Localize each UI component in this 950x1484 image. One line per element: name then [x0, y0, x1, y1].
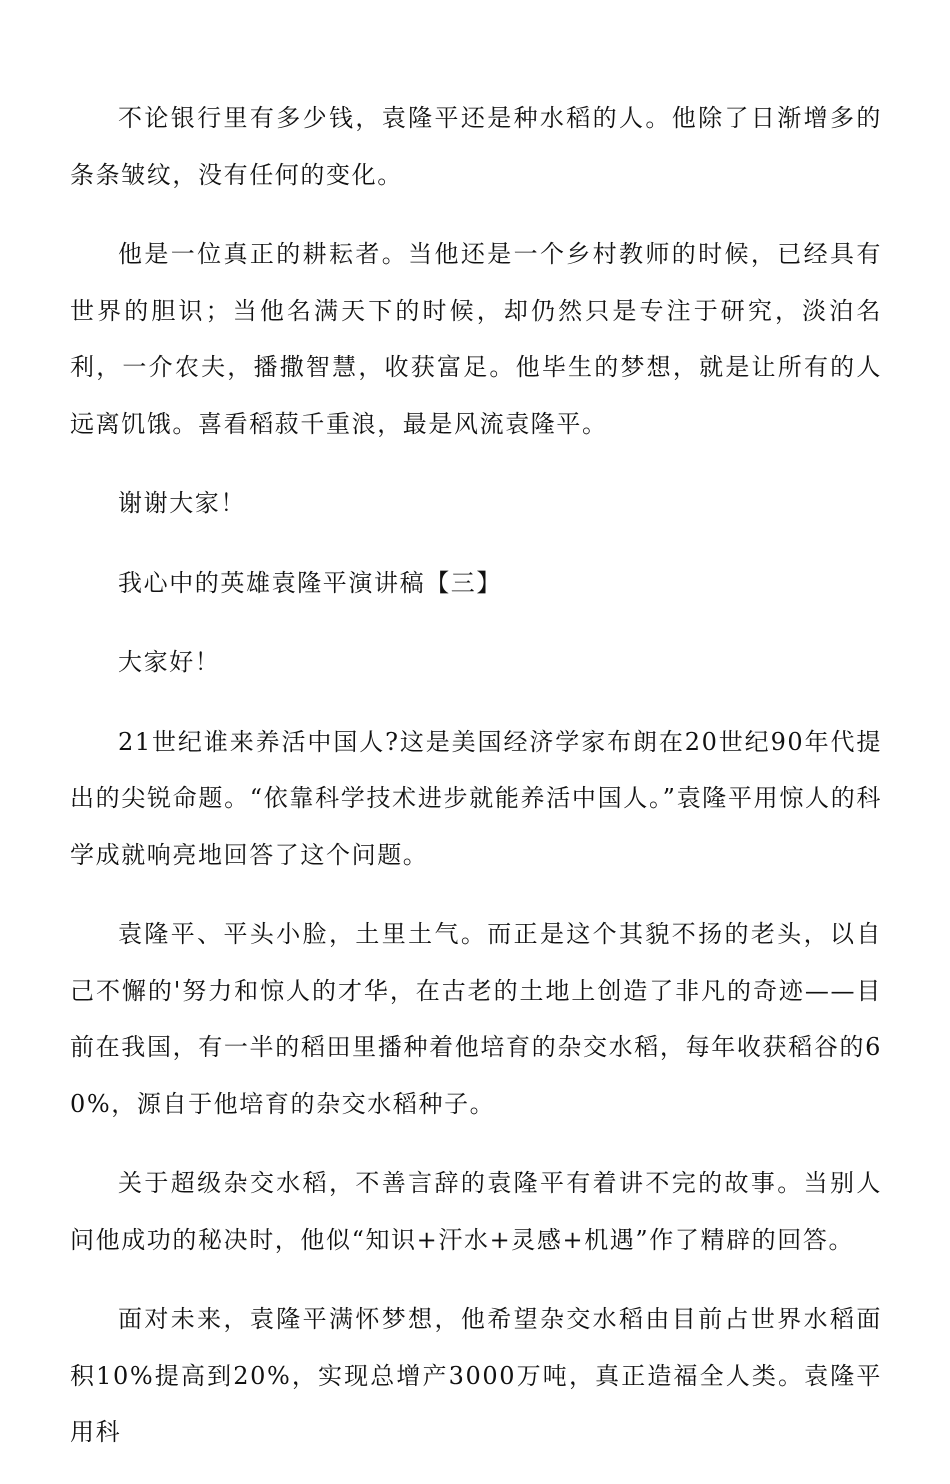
paragraph-thanks: 谢谢大家！ — [118, 489, 246, 517]
paragraph-9: 面对未来，袁隆平满怀梦想，他希望杂交水稻由目前占世界水稻面积10%提高到20%，实现总增产3000万吨，真正造福全人类。袁隆平用科 — [70, 1305, 882, 1446]
greeting: 大家好！ — [118, 648, 221, 676]
paragraph-1: 不论银行里有多少钱，袁隆平还是种水稻的人。他除了日渐增多的条条皱纹，没有任何的变化。 — [70, 104, 882, 189]
paragraph-2: 他是一位真正的耕耘者。当他还是一个乡村教师的时候，已经具有世界的胆识；当他名满天下的时候，却仍然只是专注于研究，淡泊名利，一介农夫，播撒智慧，收获富足。他毕生的梦想，就是让所有的人远离饥饿。喜看稻菽千重浪，最是风流袁隆平。 — [70, 240, 882, 438]
section-title: 我心中的英雄袁隆平演讲稿【三】 — [118, 568, 502, 597]
paragraph-6: 21世纪谁来养活中国人?这是美国经济学家布朗在20世纪90年代提出的尖锐命题。“依靠科学技术进步就能养活中国人。”袁隆平用惊人的科学成就响亮地回答了这个问题。 — [70, 727, 882, 869]
paragraph-8: 关于超级杂交水稻，不善言辞的袁隆平有着讲不完的故事。当别人问他成功的秘决时，他似“知识+汗水+灵感+机遇”作了精辟的回答。 — [70, 1169, 882, 1254]
paragraph-7: 袁隆平、平头小脸，土里土气。而正是这个其貌不扬的老头，以自己不懈的'努力和惊人的才华，在古老的土地上创造了非凡的奇迹——目前在我国，有一半的稻田里播种着他培育的杂交水稻，每年收获稻谷的60%，源自于他培育的杂交水稻种子。 — [70, 920, 882, 1118]
document-page — [70, 90, 882, 1484]
